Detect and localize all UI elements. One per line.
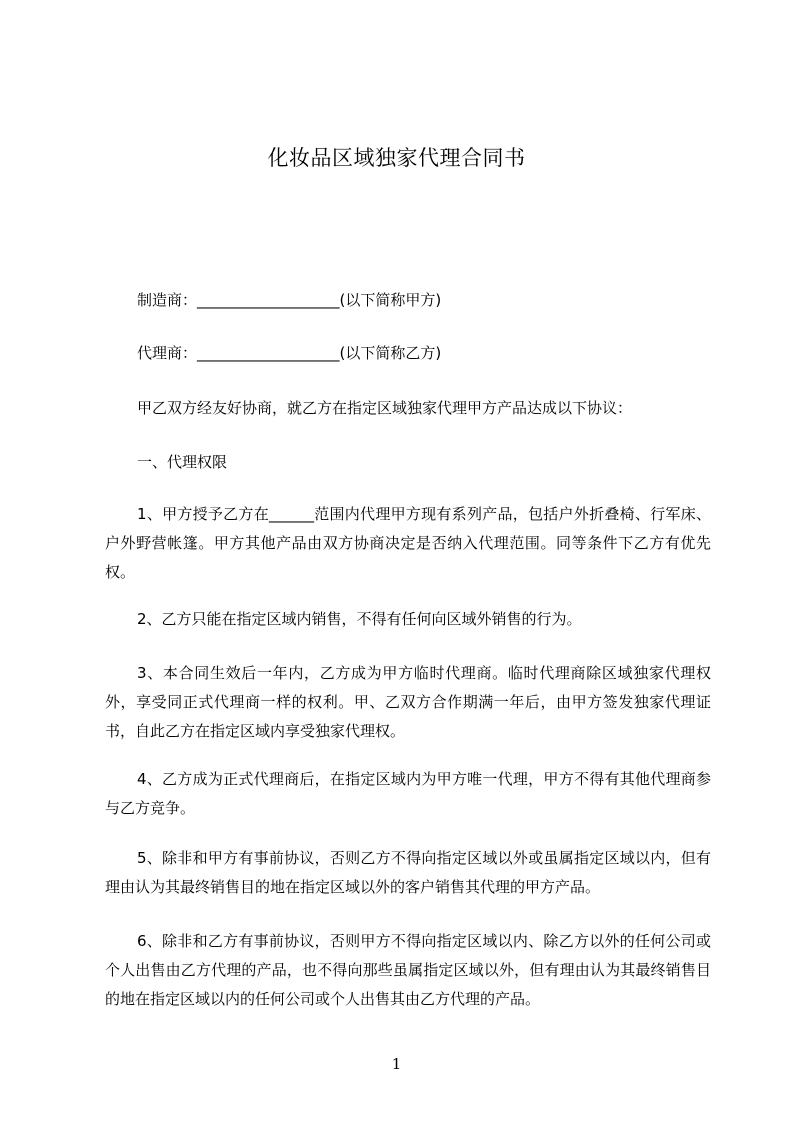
intro-paragraph: 甲乙双方经友好协商，就乙方在指定区域独家代理甲方产品达成以下协议： [137,399,633,417]
page-number: 1 [391,1055,402,1073]
document-title: 化妆品区域独家代理合同书 [267,146,526,170]
clause-5: 5、除非和甲方有事前协议，否则乙方不得向指定区域以外或虽属指定区域以内，但有理由认为其最终销售目的地在指定区域以外的客户销售其代理的甲方产品。 [105,849,711,896]
clause-2: 2、乙方只能在指定区域内销售，不得有任何向区域外销售的行为。 [137,610,582,628]
clause-1: 1、甲方授予乙方在______范围内代理甲方现有系列产品，包括户外折叠椅、行军床、户外野营帐篷。甲方其他产品由双方协商决定是否纳入代理范围。同等条件下乙方有优先权。 [105,505,711,581]
clause-4: 4、乙方成为正式代理商后，在指定区域内为甲方唯一代理，甲方不得有其他代理商参与乙方竞争。 [105,770,711,817]
clause-3: 3、本合同生效后一年内，乙方成为甲方临时代理商。临时代理商除区域独家代理权外，享受同正式代理商一样的权利。甲、乙双方合作期满一年后，由甲方签发独家代理证书，自此乙方在指定区域内享受独家代理权。 [105,664,711,740]
manufacturer-line: 制造商：___________________(以下简称甲方) [137,291,442,309]
section-heading-agency-rights: 一、代理权限 [137,453,228,471]
agent-line: 代理商：___________________(以下简称乙方) [137,344,442,362]
clause-6: 6、除非和乙方有事前协议，否则甲方不得向指定区域以内、除乙方以外的任何公司或个人出售由乙方代理的产品，也不得向那些虽属指定区域以外，但有理由认为其最终销售目的地在指定区域以内的任何公司或个人出售其由乙方代理的产品。 [105,932,711,1008]
